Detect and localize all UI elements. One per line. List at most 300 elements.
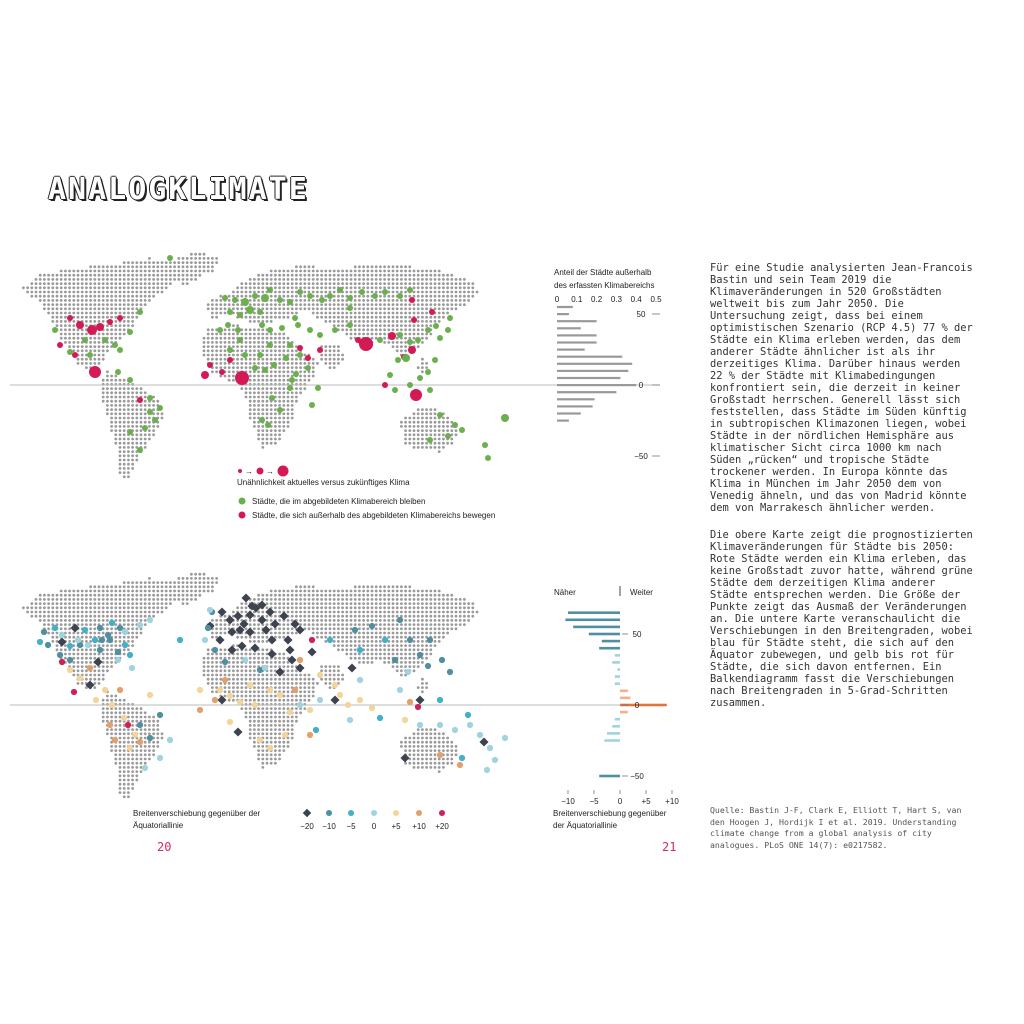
land-dot: [127, 640, 130, 643]
page-number-left: 20: [157, 840, 172, 854]
land-dot: [282, 720, 285, 723]
land-dot: [114, 594, 117, 597]
land-dot: [429, 732, 432, 735]
land-dot: [119, 640, 122, 643]
land-dot: [245, 665, 248, 668]
land-dot: [282, 749, 285, 752]
land-dot: [114, 611, 117, 614]
land-dot: [119, 606, 122, 609]
land-dot: [127, 648, 130, 651]
land-dot: [110, 615, 113, 618]
land-dot: [392, 615, 395, 618]
bottom-legend-title: [133, 808, 260, 832]
land-dot: [127, 758, 130, 761]
land-dot: [459, 615, 462, 618]
land-dot: [240, 695, 243, 698]
land-dot: [224, 653, 227, 656]
land-dot: [324, 615, 327, 618]
land-dot: [102, 644, 105, 647]
land-dot: [383, 585, 386, 588]
city-dot-shift: [417, 652, 423, 658]
land-dot: [442, 606, 445, 609]
land-dot: [249, 724, 252, 727]
land-dot: [249, 661, 252, 664]
land-dot: [119, 762, 122, 765]
land-dot: [215, 623, 218, 626]
land-dot: [345, 598, 348, 601]
land-dot: [329, 602, 332, 605]
land-dot: [135, 632, 138, 635]
land-dot: [114, 644, 117, 647]
land-dot: [68, 606, 71, 609]
land-dot: [434, 749, 437, 752]
land-dot: [228, 699, 231, 702]
land-dot: [408, 762, 411, 765]
land-dot: [270, 707, 273, 710]
land-dot: [127, 737, 130, 740]
land-dot: [131, 640, 134, 643]
land-dot: [182, 577, 185, 580]
land-dot: [240, 611, 243, 614]
city-dot-shift: [447, 669, 453, 675]
land-dot: [114, 606, 117, 609]
land-dot: [308, 695, 311, 698]
bottom-chart-label-further: Weiter: [630, 588, 653, 597]
land-dot: [278, 724, 281, 727]
land-dot: [266, 636, 269, 639]
legend-shift-label: +5: [391, 822, 401, 831]
land-dot: [127, 619, 130, 622]
land-dot: [408, 615, 411, 618]
land-dot: [261, 657, 264, 660]
land-dot: [253, 661, 256, 664]
land-dot: [140, 762, 143, 765]
land-dot: [371, 615, 374, 618]
land-dot: [413, 644, 416, 647]
top-chart-x-tick: 0.5: [650, 295, 662, 304]
land-dot: [47, 627, 50, 630]
land-dot: [85, 653, 88, 656]
land-dot: [278, 741, 281, 744]
land-dot: [240, 678, 243, 681]
land-dot: [228, 690, 231, 693]
land-dot: [156, 737, 159, 740]
land-dot: [119, 791, 122, 794]
bottom-chart-bar: [602, 640, 620, 643]
land-dot: [81, 602, 84, 605]
land-dot: [396, 632, 399, 635]
land-dot: [26, 606, 29, 609]
land-dot: [417, 644, 420, 647]
land-dot: [161, 737, 164, 740]
land-dot: [266, 606, 269, 609]
land-dot: [85, 678, 88, 681]
land-dot: [215, 577, 218, 580]
city-dot-shift: [237, 699, 243, 705]
land-dot: [156, 732, 159, 735]
land-dot: [261, 653, 264, 656]
land-dot: [425, 627, 428, 630]
city-dot-shift: [352, 627, 358, 633]
land-dot: [161, 602, 164, 605]
land-dot: [337, 606, 340, 609]
land-dot: [219, 653, 222, 656]
land-dot: [110, 661, 113, 664]
land-dot: [270, 741, 273, 744]
land-dot: [434, 766, 437, 769]
land-dot: [106, 711, 109, 714]
land-dot: [303, 699, 306, 702]
land-dot: [85, 615, 88, 618]
land-dot: [257, 640, 260, 643]
city-dot-shift: [382, 637, 388, 643]
city-dot-shift: [137, 722, 143, 728]
land-dot: [249, 720, 252, 723]
land-dot: [135, 585, 138, 588]
land-dot: [119, 632, 122, 635]
land-dot: [98, 585, 101, 588]
land-dot: [417, 732, 420, 735]
land-dot: [345, 636, 348, 639]
land-dot: [119, 770, 122, 773]
city-dot-shift: [369, 705, 375, 711]
land-dot: [287, 720, 290, 723]
land-dot: [417, 686, 420, 689]
legend-shift-swatch: [371, 810, 377, 816]
land-dot: [207, 577, 210, 580]
city-dot-shift: [457, 762, 463, 768]
city-dot-shift: [37, 639, 43, 645]
land-dot: [278, 636, 281, 639]
land-dot: [257, 623, 260, 626]
city-dot-shift: [137, 622, 143, 628]
land-dot: [219, 657, 222, 660]
land-dot: [203, 674, 206, 677]
land-dot: [421, 619, 424, 622]
land-dot: [93, 619, 96, 622]
land-dot: [245, 653, 248, 656]
land-dot: [417, 745, 420, 748]
land-dot: [186, 585, 189, 588]
land-dot: [215, 678, 218, 681]
city-dot-shift: [207, 607, 213, 613]
land-dot: [35, 611, 38, 614]
land-dot: [299, 619, 302, 622]
land-dot: [291, 737, 294, 740]
land-dot: [333, 594, 336, 597]
land-dot: [177, 590, 180, 593]
land-dot: [413, 732, 416, 735]
land-dot: [131, 716, 134, 719]
land-dot: [253, 724, 256, 727]
city-dot-shift: [222, 677, 228, 683]
land-dot: [278, 699, 281, 702]
bottom-chart-bar: [599, 775, 620, 778]
land-dot: [379, 632, 382, 635]
land-dot: [144, 758, 147, 761]
land-dot: [324, 594, 327, 597]
land-dot: [438, 611, 441, 614]
land-dot: [282, 674, 285, 677]
land-dot: [249, 623, 252, 626]
land-dot: [245, 627, 248, 630]
city-dot-shift: [122, 629, 128, 635]
land-dot: [236, 661, 239, 664]
land-dot: [56, 611, 59, 614]
land-dot: [253, 678, 256, 681]
land-dot: [295, 699, 298, 702]
land-dot: [127, 762, 130, 765]
land-dot: [362, 653, 365, 656]
land-dot: [295, 615, 298, 618]
land-dot: [110, 699, 113, 702]
land-dot: [366, 661, 369, 664]
land-dot: [207, 661, 210, 664]
land-dot: [303, 623, 306, 626]
land-dot: [119, 737, 122, 740]
land-dot: [337, 602, 340, 605]
land-dot: [219, 665, 222, 668]
land-dot: [64, 590, 67, 593]
land-dot: [404, 627, 407, 630]
land-dot: [257, 627, 260, 630]
land-dot: [253, 741, 256, 744]
bottom-chart-xlabel-line2: der Äquatoriallinie: [553, 821, 618, 830]
land-dot: [295, 678, 298, 681]
land-dot: [98, 632, 101, 635]
land-dot: [345, 653, 348, 656]
land-dot: [450, 619, 453, 622]
land-dot: [89, 627, 92, 630]
land-dot: [291, 695, 294, 698]
land-dot: [400, 636, 403, 639]
land-dot: [371, 611, 374, 614]
land-dot: [282, 682, 285, 685]
land-dot: [400, 640, 403, 643]
land-dot: [72, 619, 75, 622]
land-dot: [429, 749, 432, 752]
land-dot: [333, 627, 336, 630]
land-dot: [446, 749, 449, 752]
land-dot: [446, 594, 449, 597]
land-dot: [127, 581, 130, 584]
land-dot: [119, 699, 122, 702]
land-dot: [245, 669, 248, 672]
land-dot: [81, 665, 84, 668]
land-dot: [434, 758, 437, 761]
land-dot: [102, 716, 105, 719]
land-dot: [287, 598, 290, 601]
land-dot: [396, 669, 399, 672]
land-dot: [207, 682, 210, 685]
land-dot: [375, 636, 378, 639]
land-dot: [219, 682, 222, 685]
city-dot-shift: [400, 753, 409, 762]
land-dot: [387, 615, 390, 618]
land-dot: [257, 657, 260, 660]
land-dot: [434, 598, 437, 601]
land-dot: [308, 699, 311, 702]
land-dot: [287, 686, 290, 689]
land-dot: [438, 640, 441, 643]
land-dot: [93, 686, 96, 689]
land-dot: [106, 627, 109, 630]
land-dot: [421, 632, 424, 635]
land-dot: [408, 594, 411, 597]
land-dot: [119, 749, 122, 752]
land-dot: [68, 623, 71, 626]
land-dot: [337, 644, 340, 647]
land-dot: [131, 644, 134, 647]
land-dot: [312, 590, 315, 593]
land-dot: [77, 611, 80, 614]
land-dot: [434, 632, 437, 635]
land-dot: [240, 707, 243, 710]
land-dot: [379, 636, 382, 639]
land-dot: [219, 623, 222, 626]
land-dot: [463, 623, 466, 626]
land-dot: [295, 602, 298, 605]
land-dot: [64, 657, 67, 660]
land-dot: [77, 632, 80, 635]
land-dot: [106, 695, 109, 698]
land-dot: [429, 615, 432, 618]
land-dot: [173, 581, 176, 584]
land-dot: [366, 657, 369, 660]
city-dot-shift: [92, 637, 98, 643]
land-dot: [89, 585, 92, 588]
legend-shift-label: −20: [300, 822, 314, 831]
land-dot: [253, 686, 256, 689]
land-dot: [89, 632, 92, 635]
city-dot-shift: [117, 625, 123, 631]
land-dot: [366, 632, 369, 635]
land-dot: [446, 611, 449, 614]
land-dot: [417, 640, 420, 643]
land-dot: [60, 627, 63, 630]
land-dot: [219, 619, 222, 622]
land-dot: [93, 674, 96, 677]
land-dot: [429, 762, 432, 765]
land-dot: [81, 661, 84, 664]
land-dot: [232, 699, 235, 702]
land-dot: [425, 682, 428, 685]
land-dot: [110, 732, 113, 735]
land-dot: [127, 795, 130, 798]
land-dot: [413, 615, 416, 618]
land-dot: [375, 590, 378, 593]
land-dot: [148, 745, 151, 748]
land-dot: [85, 657, 88, 660]
land-dot: [253, 636, 256, 639]
land-dot: [455, 611, 458, 614]
land-dot: [173, 594, 176, 597]
land-dot: [417, 762, 420, 765]
city-dot-shift: [415, 704, 421, 710]
land-dot: [131, 606, 134, 609]
land-dot: [257, 661, 260, 664]
land-dot: [106, 606, 109, 609]
land-dot: [446, 753, 449, 756]
land-dot: [156, 724, 159, 727]
land-dot: [471, 606, 474, 609]
land-dot: [123, 737, 126, 740]
land-dot: [203, 581, 206, 584]
land-dot: [261, 636, 264, 639]
land-dot: [421, 615, 424, 618]
land-dot: [22, 606, 25, 609]
land-dot: [446, 606, 449, 609]
land-dot: [93, 615, 96, 618]
land-dot: [253, 699, 256, 702]
land-dot: [362, 619, 365, 622]
land-dot: [282, 665, 285, 668]
land-dot: [169, 602, 172, 605]
land-dot: [396, 627, 399, 630]
land-dot: [366, 648, 369, 651]
land-dot: [278, 686, 281, 689]
land-dot: [404, 632, 407, 635]
land-dot: [383, 657, 386, 660]
land-dot: [148, 606, 151, 609]
land-dot: [119, 598, 122, 601]
land-dot: [396, 602, 399, 605]
land-dot: [198, 590, 201, 593]
land-dot: [232, 690, 235, 693]
land-dot: [106, 707, 109, 710]
land-dot: [253, 623, 256, 626]
land-dot: [379, 590, 382, 593]
land-dot: [186, 602, 189, 605]
land-dot: [240, 602, 243, 605]
land-dot: [455, 606, 458, 609]
land-dot: [375, 640, 378, 643]
land-dot: [371, 606, 374, 609]
land-dot: [114, 695, 117, 698]
land-dot: [131, 762, 134, 765]
land-dot: [366, 615, 369, 618]
land-dot: [119, 611, 122, 614]
land-dot: [434, 644, 437, 647]
land-dot: [102, 619, 105, 622]
land-dot: [89, 602, 92, 605]
land-dot: [35, 602, 38, 605]
land-dot: [299, 682, 302, 685]
land-dot: [341, 606, 344, 609]
land-dot: [429, 590, 432, 593]
land-dot: [463, 598, 466, 601]
land-dot: [203, 665, 206, 668]
top-legend-red-label: Städte, die sich außerhalb des abgebildeten Klimabereichs bewegen: [252, 511, 496, 520]
land-dot: [329, 674, 332, 677]
land-dot: [287, 728, 290, 731]
land-dot: [156, 581, 159, 584]
land-dot: [274, 695, 277, 698]
land-dot: [148, 585, 151, 588]
land-dot: [442, 745, 445, 748]
land-dot: [110, 657, 113, 660]
land-dot: [56, 619, 59, 622]
city-dot-shift: [397, 687, 403, 693]
land-dot: [308, 678, 311, 681]
land-dot: [114, 590, 117, 593]
land-dot: [308, 627, 311, 630]
land-dot: [446, 615, 449, 618]
land-dot: [333, 636, 336, 639]
land-dot: [119, 644, 122, 647]
land-dot: [337, 615, 340, 618]
land-dot: [421, 741, 424, 744]
